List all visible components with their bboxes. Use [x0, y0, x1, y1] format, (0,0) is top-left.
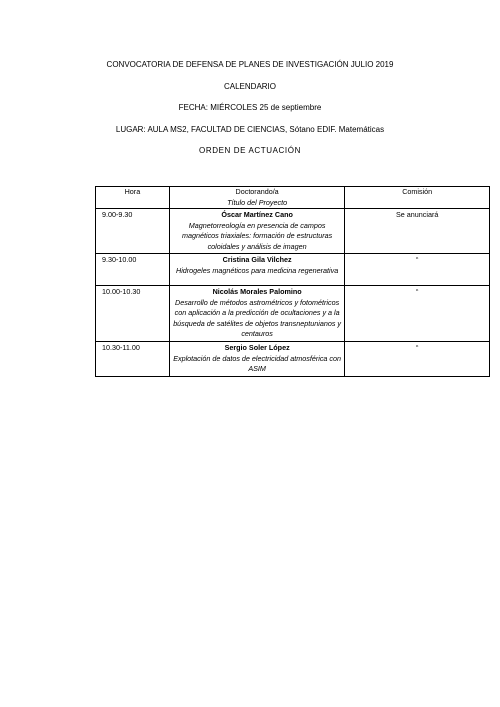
- project-title: Desarrollo de métodos astrométricos y fotométricos con aplicación a la predicción de ocultaciones y a la búsqueda de satélites de objetos transneptunianos y centauros: [173, 297, 342, 338]
- document-title: CONVOCATORIA DE DEFENSA DE PLANES DE INVESTIGACIÓN JULIO 2019: [106, 60, 394, 69]
- table-row: [96, 342, 490, 377]
- row-doctorando: [169, 286, 345, 342]
- row-hora: 9.30-10.00: [96, 254, 170, 286]
- date-line: FECHA: MIÉRCOLES 25 de septiembre: [178, 103, 322, 112]
- table-row: [96, 209, 490, 254]
- doctorando-name: Sergio Soler López: [224, 343, 290, 352]
- column-header-doctorando-label: Doctorando/a: [235, 187, 279, 196]
- column-header-comision: Comisión: [345, 187, 490, 209]
- project-title: Explotación de datos de electricidad atmosférica con ASIM: [173, 353, 342, 373]
- row-comision: “: [345, 254, 490, 286]
- row-hora: 10.30-11.00: [96, 342, 170, 377]
- table-header-row: [96, 187, 490, 209]
- row-doctorando: [169, 209, 345, 254]
- location-line: LUGAR: AULA MS2, FACULTAD DE CIENCIAS, Sótano EDIF. Matemáticas: [115, 125, 385, 134]
- project-title: Hidrogeles magnéticos para medicina regenerativa: [176, 265, 339, 275]
- row-doctorando: [169, 342, 345, 377]
- row-comision: “: [345, 342, 490, 377]
- doctorando-name: Nicolás Morales Palomino: [212, 287, 302, 296]
- table-row: [96, 286, 490, 342]
- row-comision: Se anunciará: [345, 209, 490, 254]
- table-row: [96, 254, 490, 286]
- row-hora: 9.00-9.30: [96, 209, 170, 254]
- row-doctorando: [169, 254, 345, 286]
- doctorando-name: Cristina Gila Vilchez: [222, 255, 292, 264]
- row-comision: “: [345, 286, 490, 342]
- doctorando-name: Óscar Martínez Cano: [221, 210, 293, 219]
- calendar-heading: CALENDARIO: [223, 82, 276, 91]
- column-header-hora: Hora: [96, 187, 170, 209]
- schedule-table: [95, 186, 490, 377]
- column-header-doctorando: [169, 187, 345, 209]
- project-title: Magnetorreología en presencia de campos magnéticos triaxiales: formación de estructuras coloidales y análisis de imagen: [182, 220, 333, 251]
- row-hora: 10.00-10.30: [96, 286, 170, 342]
- column-header-titulo: Título del Proyecto: [227, 197, 288, 207]
- order-heading: ORDEN DE ACTUACIÓN: [199, 146, 301, 155]
